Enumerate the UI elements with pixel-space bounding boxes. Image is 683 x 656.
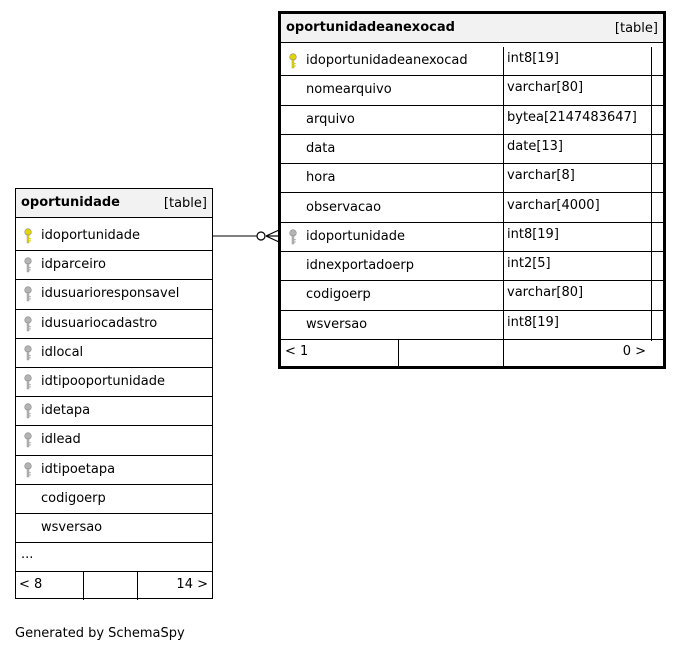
column-row[interactable]: [281, 194, 663, 223]
column-type: varchar[80]: [507, 80, 584, 96]
column-name: idoportunidade: [41, 228, 141, 243]
table-footer: [281, 340, 663, 366]
column-name: idlead: [41, 432, 81, 448]
foreign-key-icon: [23, 374, 33, 390]
more-columns-row: [16, 543, 212, 572]
column-row[interactable]: [16, 368, 212, 397]
column-row[interactable]: [16, 222, 212, 251]
column-row[interactable]: [16, 514, 212, 543]
foreign-key-icon: [23, 432, 33, 448]
foreign-key-icon: [23, 286, 33, 302]
column-row[interactable]: [16, 485, 212, 514]
column-name: idtipooportunidade: [41, 374, 165, 389]
column-name: idetapa: [41, 403, 91, 419]
column-row[interactable]: [16, 339, 212, 368]
table-oportunidadeanexocad[interactable]: [278, 11, 666, 369]
generated-by-credit: Generated by SchemaSpy: [15, 626, 185, 641]
column-row[interactable]: [16, 251, 212, 280]
column-row[interactable]: [16, 280, 212, 309]
column-name: idoportunidade: [306, 228, 406, 244]
column-name: observacao: [306, 199, 382, 215]
column-type: int8[19]: [507, 226, 559, 242]
foreign-key-icon: [23, 257, 33, 273]
column-name: hora: [306, 170, 336, 186]
foreign-key-icon: [23, 403, 33, 419]
children-count[interactable]: 0 >: [622, 344, 646, 359]
column-name: idusuarioresponsavel: [41, 286, 180, 302]
column-type: varchar[80]: [507, 285, 584, 301]
column-name: arquivo: [306, 111, 355, 127]
table-header[interactable]: [16, 189, 212, 218]
column-row[interactable]: [281, 223, 663, 252]
column-name: idtipoetapa: [41, 461, 116, 477]
column-row[interactable]: [281, 281, 663, 310]
column-type: int8[19]: [507, 314, 559, 330]
column-name: nomearquivo: [306, 82, 392, 98]
column-row[interactable]: [16, 426, 212, 455]
column-type: varchar[4000]: [507, 197, 600, 213]
column-row[interactable]: [16, 310, 212, 339]
column-row[interactable]: [281, 106, 663, 135]
column-name: codigoerp: [306, 287, 371, 303]
more-columns-ellipsis: ...: [21, 547, 34, 562]
foreign-key-icon: [23, 462, 33, 478]
column-name: codigoerp: [41, 490, 106, 506]
table-kind: [table]: [614, 21, 658, 36]
table-header[interactable]: [281, 14, 663, 43]
table-name: oportunidade: [21, 195, 120, 210]
column-name: wsversao: [41, 520, 103, 535]
column-row[interactable]: [281, 135, 663, 164]
table-oportunidade[interactable]: [15, 188, 213, 599]
primary-key-icon: [23, 228, 33, 244]
column-name: idnexportadoerp: [306, 258, 414, 274]
column-row[interactable]: [281, 252, 663, 281]
column-name: idusuariocadastro: [41, 315, 158, 331]
column-row[interactable]: [16, 397, 212, 426]
column-row[interactable]: [16, 456, 212, 485]
column-name: idlocal: [41, 344, 84, 360]
primary-key-icon: [288, 53, 298, 69]
column-name: idparceiro: [41, 257, 106, 273]
column-row[interactable]: [281, 164, 663, 193]
table-footer: [16, 572, 212, 600]
column-type: int8[19]: [507, 51, 559, 66]
parents-count[interactable]: < 8: [19, 577, 43, 592]
column-type: int2[5]: [507, 256, 551, 272]
table-kind: [table]: [163, 196, 207, 211]
foreign-key-icon: [288, 229, 298, 245]
column-type: varchar[8]: [507, 168, 575, 184]
column-row[interactable]: [281, 311, 663, 340]
parents-count[interactable]: < 1: [285, 344, 309, 359]
table-name: oportunidadeanexocad: [286, 20, 455, 35]
relationship-zero-marker: [257, 232, 265, 240]
column-type: bytea[2147483647]: [507, 109, 637, 125]
column-name: data: [306, 140, 336, 156]
children-count[interactable]: 14 >: [176, 577, 208, 592]
column-name: idoportunidadeanexocad: [306, 53, 468, 68]
column-row[interactable]: [281, 47, 663, 76]
column-name: wsversao: [306, 316, 368, 332]
column-type: date[13]: [507, 138, 563, 154]
foreign-key-icon: [23, 316, 33, 332]
column-row[interactable]: [281, 76, 663, 105]
foreign-key-icon: [23, 345, 33, 361]
